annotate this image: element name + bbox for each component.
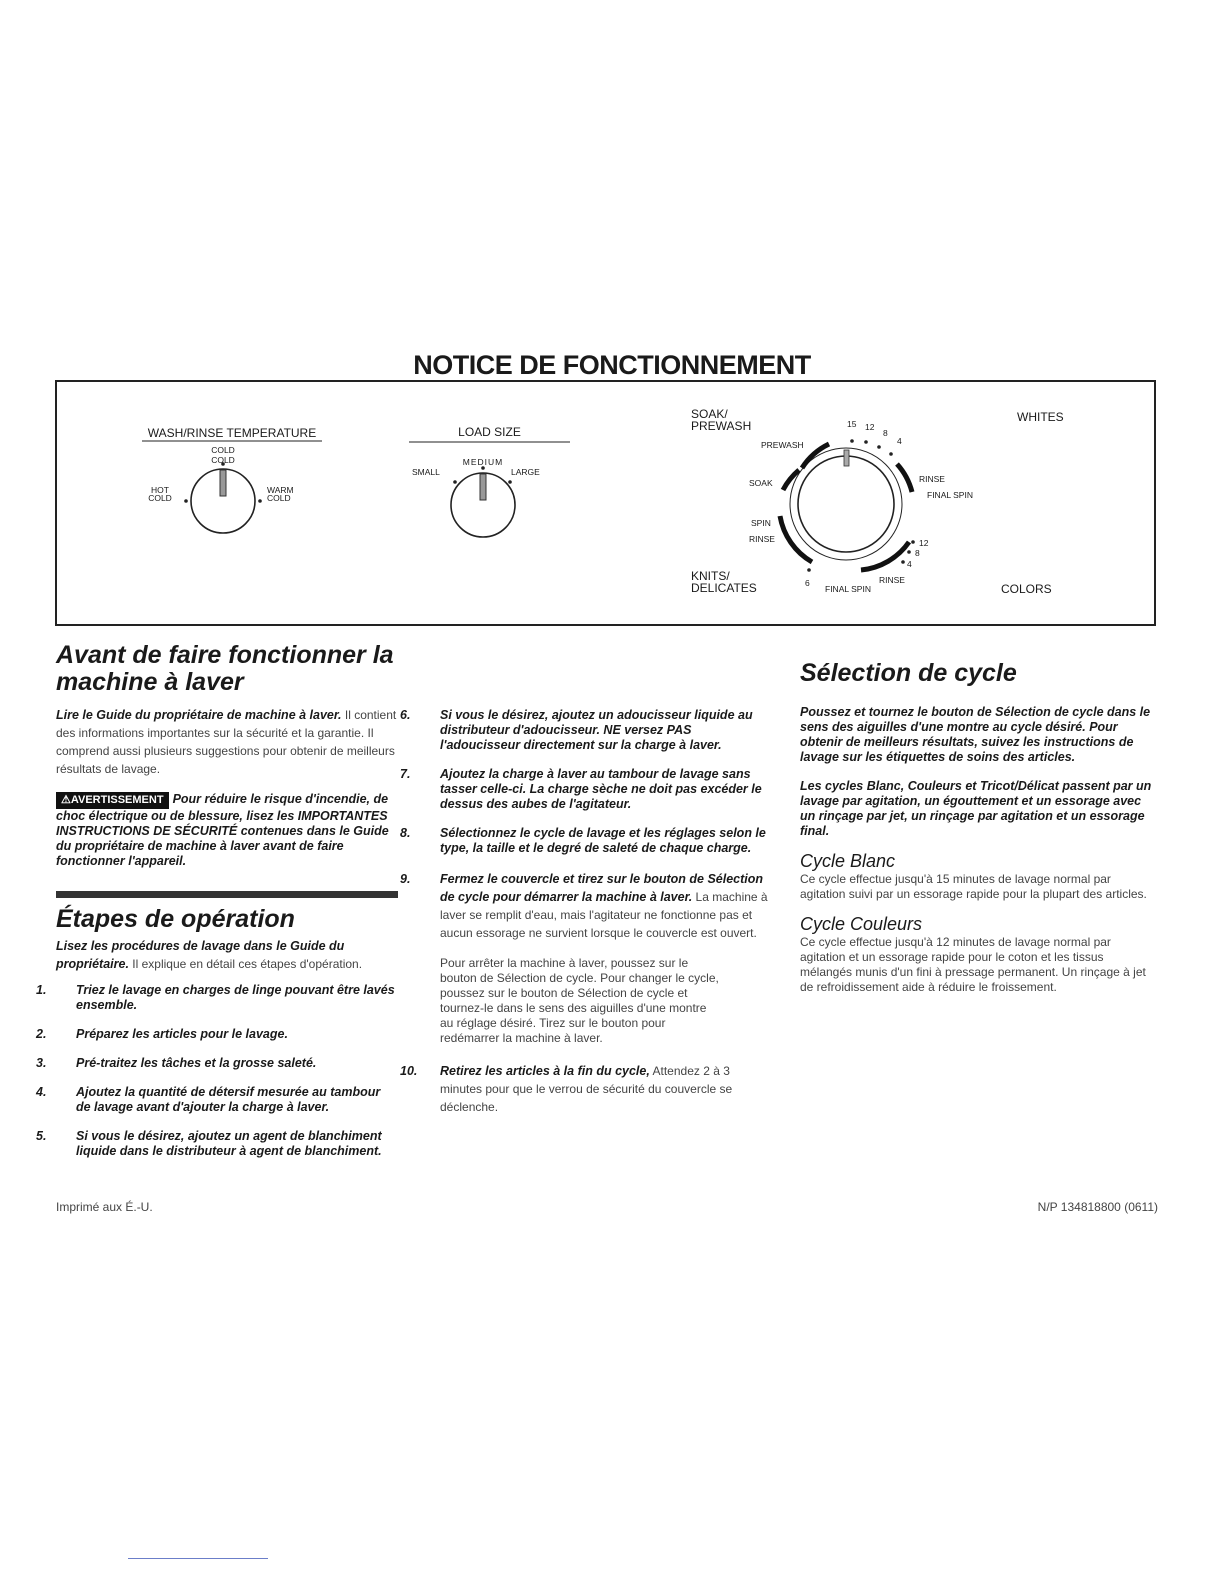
list-item: 4. Ajoutez la quantité de détersif mesurée au tambour de lavage avant d'ajouter la charge à laver. [36, 1085, 381, 1114]
cycle-blanc-text: Ce cycle effectue jusqu'à 15 minutes de lavage normal par agitation suivi par un essorage rapide pour la plupart des articles. [800, 872, 1147, 901]
steps-intro-text: Il explique en détail ces étapes d'opération. [128, 957, 363, 971]
dial-number-8-top: 8 [883, 428, 888, 438]
cycle-knits-delicates: KNITS/ DELICATES [691, 569, 757, 595]
list-item: 6. Si vous le désirez, ajoutez un adoucisseur liquide au distributeur d'adoucisseur. NE versez PAS l'adoucisseur directement sur la charge à laver. [400, 708, 753, 752]
control-panel-svg [57, 382, 1154, 624]
middle-column [400, 708, 772, 1130]
section-heading-cycle-selection: Sélection de cycle [800, 659, 1017, 687]
bottom-rule [128, 1558, 268, 1559]
section-heading-steps: Étapes de opération [56, 905, 295, 933]
list-item: 9. Fermez le couvercle et tirez sur le bouton de Sélection de cycle pour démarrer la machine à laver. La machine à laver se remplit d'eau, mais l'agitateur ne fonctionne pas et aucun essorage ne survient lorsque le couvercle est ouvert. [400, 872, 768, 940]
list-item: 7. Ajoutez la charge à laver au tambour de lavage sans tasser celle-ci. La charge sèche ne doit pas excéder le dessus des aubes de l'agitateur. [400, 767, 762, 811]
cycle-couleurs-title: Cycle Couleurs [800, 914, 923, 934]
load-large-label: LARGE [511, 467, 540, 477]
dial-spin: SPIN [751, 518, 771, 528]
temperature-left-label-1: HOT [151, 485, 169, 495]
cycle-colors: COLORS [1001, 582, 1052, 596]
warning-badge: ⚠AVERTISSEMENT [56, 792, 169, 809]
dial-number-8-right: 8 [915, 548, 920, 558]
list-item: 10. Retirez les articles à la fin du cycle, Attendez 2 à 3 minutes pour que le verrou de sécurité du couvercle se déclenche. [400, 1064, 733, 1114]
stop-note: Pour arrêter la machine à laver, poussez sur le bouton de Sélection de cycle. Pour changer le cycle, poussez sur le bouton de Sélection de cycle et tournez-le dans le sens des aiguilles d'une montre au réglage désiré. Tirez sur le bouton pour redémarrer la machine à laver. [440, 956, 719, 1045]
temperature-left-label-2: COLD [148, 493, 172, 503]
list-item: 1. Triez le lavage en charges de linge pouvant être lavés ensemble. [36, 983, 395, 1012]
cycle-soak-prewash: SOAK/ PREWASH [691, 407, 752, 433]
section-heading-before-use: Avant de faire fonctionner la machine à laver [56, 641, 394, 696]
cycle-couleurs-text: Ce cycle effectue jusqu'à 12 minutes de lavage normal par agitation et un essorage rapide pour le coton et les tissus mélangés munis d'un fini à pressage permanent. Un rinçage à jet de refroidissement aide à réduire le froissement. [800, 935, 1146, 994]
dial-number-4-right: 4 [907, 559, 912, 569]
dial-number-12-top: 12 [865, 422, 875, 432]
dial-rinse-right: RINSE [919, 474, 945, 484]
temperature-right-label-1: WARM [267, 485, 294, 495]
dial-final-spin-bottom: FINAL SPIN [825, 584, 871, 594]
cycle-whites: WHITES [1017, 410, 1064, 424]
cycle-selection-p2: Les cycles Blanc, Couleurs et Tricot/Délicat passent par un lavage par agitation, un égouttement et un essorage avec un rinçage par jet, un rinçage par agitation et un essorage final. [800, 779, 1152, 838]
dial-rinse-left: RINSE [749, 534, 775, 544]
cycle-blanc-title: Cycle Blanc [800, 851, 896, 871]
temperature-right-label-2: COLD [267, 493, 291, 503]
dial-final-spin-right: FINAL SPIN [927, 490, 973, 500]
load-small-label: SMALL [412, 467, 440, 477]
footer-part-number: N/P 134818800 (0611) [1037, 1200, 1158, 1214]
dial-prewash: PREWASH [761, 440, 804, 450]
cycle-dial [798, 456, 894, 552]
temperature-title: WASH/RINSE TEMPERATURE [147, 426, 317, 440]
section-divider [56, 891, 398, 898]
dial-number-15: 15 [847, 419, 857, 429]
dial-number-4-top: 4 [897, 436, 902, 446]
dial-number-6: 6 [805, 578, 810, 588]
cycle-selection-p1: Poussez et tournez le bouton de Sélection de cycle dans le sens des aiguilles d'une montre au cycle désiré. Pour obtenir de meilleurs résultats, suivez les instructions de lavage sur les étiquettes de soins des articles. [800, 705, 1151, 764]
control-panel-diagram [55, 380, 1156, 626]
left-column [36, 641, 398, 1173]
list-item: 2. Préparez les articles pour le lavage. [36, 1027, 288, 1041]
page-title: NOTICE DE FONCTIONNEMENT [413, 350, 811, 380]
dial-number-12-right: 12 [919, 538, 929, 548]
list-item: 8. Sélectionnez le cycle de lavage et les réglages selon le type, la taille et le degré de saleté de chaque charge. [400, 826, 766, 855]
load-medium-label: MEDIUM [462, 457, 504, 467]
temperature-top-label-2: COLD [211, 455, 235, 465]
footer-printed: Imprimé aux É.-U. [56, 1200, 153, 1214]
intro-text: Il contient des informations importantes sur la sécurité et la garantie. Il comprend aussi plusieurs suggestions pour obtenir de meilleurs résultats de lavage. [56, 708, 397, 776]
list-item: 3. Pré-traitez les tâches et la grosse saleté. [36, 1056, 317, 1070]
intro-bold: Lire le Guide du propriétaire de machine à laver. [56, 708, 342, 722]
dial-soak: SOAK [749, 478, 773, 488]
warning-text: Pour réduire le risque d'incendie, de choc électrique ou de blessure, lisez les IMPORTANTES INSTRUCTIONS DE SÉCURITÉ contenues dans le Guide du propriétaire de machine à laver avant de faire fonctionner l'appareil. [56, 792, 389, 868]
load-size-title: LOAD SIZE [458, 425, 521, 439]
dial-rinse-bottom: RINSE [879, 575, 905, 585]
temperature-top-label-1: COLD [211, 445, 235, 455]
list-item: 5. Si vous le désirez, ajoutez un agent de blanchiment liquide dans le distributeur à agent de blanchiment. [36, 1129, 382, 1158]
steps-intro-bold: Lisez les procédures de lavage dans le Guide du propriétaire. [56, 939, 345, 971]
right-column [800, 660, 1158, 995]
